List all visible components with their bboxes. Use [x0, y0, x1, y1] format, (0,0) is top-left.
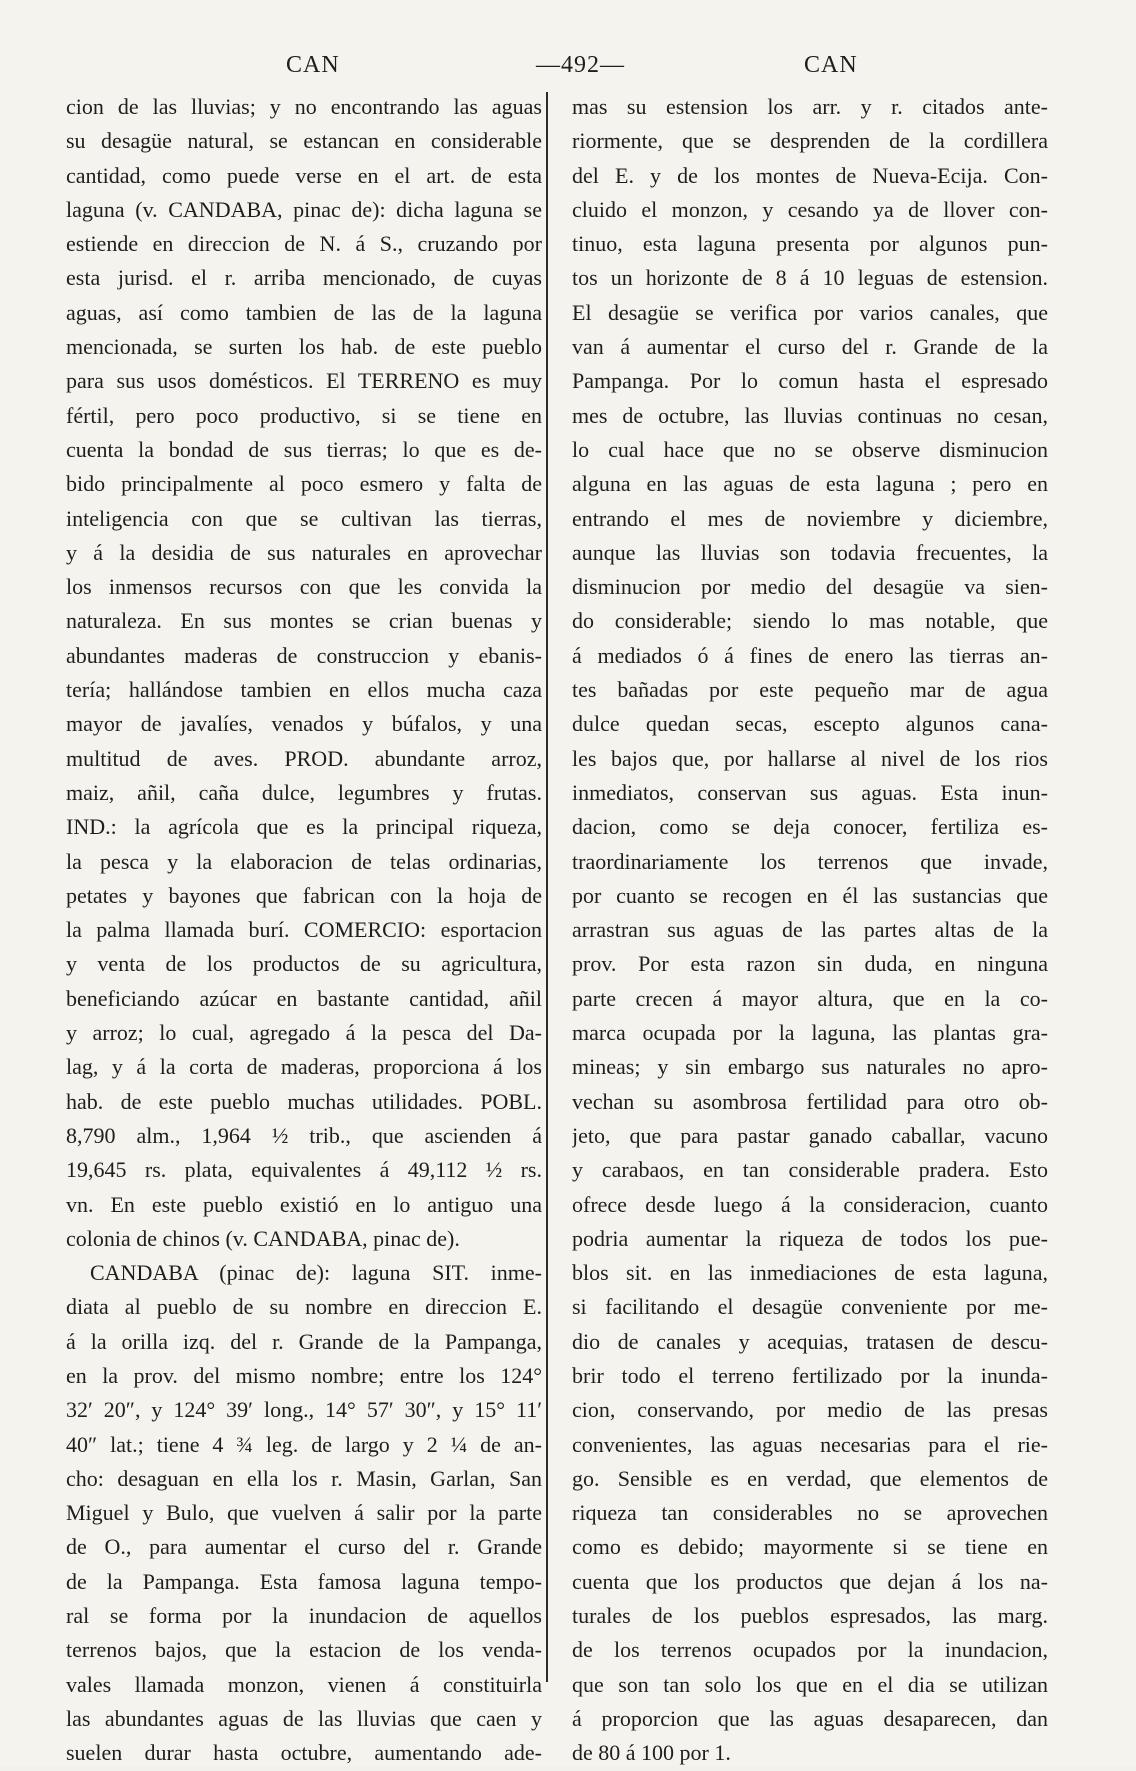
text-line: disminucion por medio del desagüe va sien- — [572, 574, 1048, 600]
text-line: hab. de este pueblo muchas utilidades. POBL. — [66, 1088, 542, 1114]
left-column — [66, 90, 542, 1771]
text-line: diata al pueblo de su nombre en direccion E. — [66, 1294, 542, 1320]
text-line: esta jurisd. el r. arriba mencionado, de cuyas — [66, 265, 542, 291]
text-line: cuenta que los productos que dejan á los na- — [572, 1568, 1048, 1594]
text-line: la palma llamada burí. COMERCIO: esportacion — [66, 917, 542, 943]
text-line: parte crecen á mayor altura, que en la co- — [572, 985, 1048, 1011]
text-line: su desagüe natural, se estancan en considerable — [66, 128, 542, 154]
text-line: mes de octubre, las lluvias continuas no cesan, — [572, 402, 1048, 428]
text-line: tos un horizonte de 8 á 10 leguas de estension. — [572, 265, 1048, 291]
text-line: prov. Por esta razon sin duda, en ninguna — [572, 951, 1048, 977]
text-line: bido principalmente al poco esmero y falta de — [66, 471, 542, 497]
text-line: inteligencia con que se cultivan las tierras, — [66, 505, 542, 531]
text-line: abundantes maderas de construccion y ebanis- — [66, 642, 542, 668]
text-line: go. Sensible es en verdad, que elementos de — [572, 1465, 1048, 1491]
text-line: de los terrenos ocupados por la inundacion, — [572, 1637, 1048, 1663]
text-line: IND.: la agrícola que es la principal riqueza, — [66, 814, 542, 840]
text-line: do considerable; siendo lo mas notable, que — [572, 608, 1048, 634]
text-line: brir todo el terreno fertilizado por la inunda- — [572, 1362, 1048, 1388]
text-line: lag, y á la corta de maderas, proporciona á los — [66, 1054, 542, 1080]
text-line: del E. y de los montes de Nueva-Ecija. Con- — [572, 162, 1048, 188]
header-left-keyword: CAN — [286, 52, 340, 78]
text-line: y venta de los productos de su agricultura, — [66, 951, 542, 977]
right-column — [572, 90, 1048, 1771]
entry-heading-line: CANDABA (pinac de): laguna SIT. inme- — [90, 1260, 542, 1286]
text-line: colonia de chinos (v. CANDABA, pinac de). — [66, 1225, 460, 1251]
text-line: dio de canales y acequias, tratasen de descu- — [572, 1328, 1048, 1354]
text-line: arrastran sus aguas de las partes altas de la — [572, 917, 1048, 943]
text-line: van á aumentar el curso del r. Grande de la — [572, 334, 1048, 360]
text-line: para sus usos domésticos. El TERRENO es muy — [66, 368, 542, 394]
text-line: 32′ 20″, y 124° 39′ long., 14° 57′ 30″, y 15° 11′ — [66, 1397, 542, 1423]
text-line: por cuanto se recogen en él las sustancias que — [572, 882, 1048, 908]
text-line: vechan su asombrosa fertilidad para otro ob- — [572, 1088, 1048, 1114]
text-line: cho: desaguan en ella los r. Masin, Garlan, San — [66, 1465, 542, 1491]
text-line: naturaleza. En sus montes se crian buenas y — [66, 608, 542, 634]
text-line: ofrece desde luego á la consideracion, cuanto — [572, 1191, 1048, 1217]
text-line: dulce quedan secas, escepto algunos cana- — [572, 711, 1048, 737]
text-line: mayor de javalíes, venados y búfalos, y una — [66, 711, 542, 737]
text-line: de 80 á 100 por 1. — [572, 1740, 731, 1766]
text-line: alguna en las aguas de esta laguna ; pero en — [572, 471, 1048, 497]
text-line: petates y bayones que fabrican con la hoja de — [66, 882, 542, 908]
text-line: El desagüe se verifica por varios canales, que — [572, 299, 1048, 325]
text-line: cion de las lluvias; y no encontrando las aguas — [66, 94, 542, 119]
text-line: á proporcion que las aguas desaparecen, dan — [572, 1705, 1048, 1731]
text-line: les bajos que, por hallarse al nivel de los rios — [572, 745, 1048, 771]
text-line: tinuo, esta laguna presenta por algunos pun- — [572, 231, 1048, 257]
text-line: cantidad, como puede verse en el art. de esta — [66, 162, 542, 188]
text-line: cluido el monzon, y cesando ya de llover con- — [572, 196, 1048, 222]
text-line: entrando el mes de noviembre y diciembre, — [572, 505, 1048, 531]
text-line: tería; hallándose tambien en ellos mucha caza — [66, 677, 542, 703]
text-line: de la Pampanga. Esta famosa laguna tempo- — [66, 1568, 542, 1594]
text-line: vn. En este pueblo existió en lo antiguo una — [66, 1191, 542, 1217]
text-line: convenientes, las aguas necesarias para el rie- — [572, 1431, 1048, 1457]
text-line: que son tan solo los que en el dia se utilizan — [572, 1671, 1048, 1697]
text-line: terrenos bajos, que la estacion de los venda- — [66, 1637, 542, 1663]
text-line: marca ocupada por la laguna, las plantas gra- — [572, 1020, 1048, 1046]
text-line: riqueza tan considerables no se aprovechen — [572, 1500, 1048, 1526]
text-line: suelen durar hasta octubre, aumentando ade- — [66, 1740, 542, 1766]
text-line: 19,645 rs. plata, equivalentes á 49,112 ½ rs. — [66, 1157, 542, 1183]
text-line: fértil, pero poco productivo, si se tiene en — [66, 402, 542, 428]
text-line: laguna (v. CANDABA, pinac de): dicha laguna se — [66, 196, 542, 222]
text-line: los inmensos recursos con que les convida la — [66, 574, 542, 600]
text-line: mas su estension los arr. y r. citados ante- — [572, 94, 1048, 119]
text-line: cuenta la bondad de sus tierras; lo que es de- — [66, 436, 542, 462]
page-number: —492— — [536, 52, 625, 78]
text-line: á la orilla izq. del r. Grande de la Pampanga, — [66, 1328, 542, 1354]
column-divider — [546, 92, 548, 1682]
text-line: en la prov. del mismo nombre; entre los 124° — [66, 1362, 542, 1388]
text-line: á mediados ó á fines de enero las tierras an- — [572, 642, 1048, 668]
text-line: maiz, añil, caña dulce, legumbres y frutas. — [66, 779, 542, 805]
text-line: y arroz; lo cual, agregado á la pesca del Da- — [66, 1020, 542, 1046]
running-head — [70, 52, 1070, 92]
text-line: y carabaos, en tan considerable pradera. Esto — [572, 1157, 1048, 1183]
text-line: dacion, como se deja conocer, fertiliza es- — [572, 814, 1048, 840]
text-line: mencionada, se surten los hab. de este pueblo — [66, 334, 542, 360]
text-line: Pampanga. Por lo comun hasta el espresado — [572, 368, 1048, 394]
text-line: 8,790 alm., 1,964 ½ trib., que ascienden á — [66, 1122, 542, 1148]
text-line: si facilitando el desagüe conveniente por me- — [572, 1294, 1048, 1320]
header-right-keyword: CAN — [804, 52, 858, 78]
text-line: cion, conservando, por medio de las presas — [572, 1397, 1048, 1423]
text-line: traordinariamente los terrenos que invade, — [572, 848, 1048, 874]
text-line: aunque las lluvias son todavia frecuentes, la — [572, 539, 1048, 565]
text-line: Miguel y Bulo, que vuelven á salir por la parte — [66, 1500, 542, 1526]
text-line: jeto, que para pastar ganado caballar, vacuno — [572, 1122, 1048, 1148]
text-line: inmediatos, conservan sus aguas. Esta inun- — [572, 779, 1048, 805]
text-line: multitud de aves. PROD. abundante arroz, — [66, 745, 542, 771]
text-line: riormente, que se desprenden de la cordillera — [572, 128, 1048, 154]
text-line: las abundantes aguas de las lluvias que caen y — [66, 1705, 542, 1731]
text-line: mineas; y sin embargo sus naturales no apro- — [572, 1054, 1048, 1080]
text-line: y á la desidia de sus naturales en aprovechar — [66, 539, 542, 565]
text-line: lo cual hace que no se observe disminucion — [572, 436, 1048, 462]
text-line: de O., para aumentar el curso del r. Grande — [66, 1534, 542, 1560]
text-line: vales llamada monzon, vienen á constituirla — [66, 1671, 542, 1697]
text-line: estiende en direccion de N. á S., cruzando por — [66, 231, 542, 257]
text-line: tes bañadas por este pequeño mar de agua — [572, 677, 1048, 703]
text-line: como es debido; mayormente si se tiene en — [572, 1534, 1048, 1560]
text-line: podria aumentar la riqueza de todos los pue- — [572, 1225, 1048, 1251]
text-line: turales de los pueblos espresados, las marg. — [572, 1603, 1048, 1629]
text-line: la pesca y la elaboracion de telas ordinarias, — [66, 848, 542, 874]
text-line: blos sit. en las inmediaciones de esta laguna, — [572, 1260, 1048, 1286]
text-line: beneficiando azúcar en bastante cantidad, añil — [66, 985, 542, 1011]
text-line: 40″ lat.; tiene 4 ¾ leg. de largo y 2 ¼ de an- — [66, 1431, 542, 1457]
text-line: aguas, así como tambien de las de la laguna — [66, 299, 542, 325]
text-line: ral se forma por la inundacion de aquellos — [66, 1603, 542, 1629]
